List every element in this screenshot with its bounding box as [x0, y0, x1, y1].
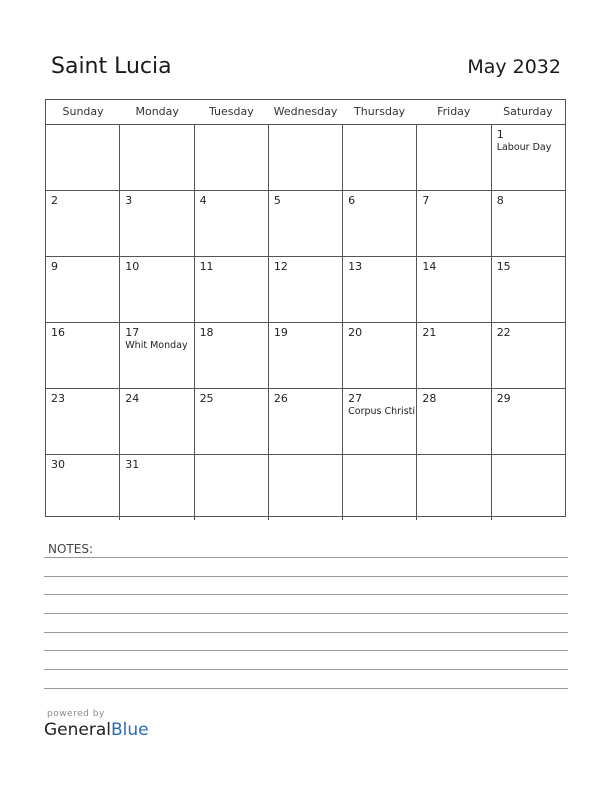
- note-line: [44, 688, 568, 689]
- day-cell: [343, 257, 417, 322]
- note-line: [44, 650, 568, 651]
- day-cell: [492, 323, 565, 388]
- day-of-week: Friday: [437, 105, 471, 118]
- days-of-week-header: [46, 100, 565, 125]
- note-line: [44, 613, 568, 614]
- day-cell: [46, 455, 120, 520]
- day-number: 3: [125, 194, 133, 207]
- week-row: [46, 125, 565, 191]
- note-line: [44, 557, 568, 558]
- day-of-week: Sunday: [62, 105, 104, 118]
- powered-by-text: powered by: [47, 709, 105, 719]
- day-cell: [343, 191, 417, 256]
- day-cell: [417, 323, 491, 388]
- day-cell: [195, 323, 269, 388]
- day-of-week: Tuesday: [208, 105, 254, 118]
- day-cell: [195, 191, 269, 256]
- day-cell: [417, 125, 491, 190]
- day-number: 9: [51, 260, 58, 273]
- day-cell: [417, 257, 491, 322]
- weeks: [46, 125, 565, 520]
- day-cell: [492, 257, 565, 322]
- day-cell: [417, 191, 491, 256]
- day-number: 14: [422, 260, 437, 273]
- day-number: 25: [199, 392, 214, 405]
- day-cell: [343, 455, 417, 520]
- day-number: 21: [422, 326, 437, 339]
- day-cell: [46, 389, 120, 454]
- day-number: 19: [273, 326, 288, 339]
- note-line: [44, 669, 568, 670]
- note-line: [44, 576, 568, 577]
- day-cell: [195, 125, 269, 190]
- day-cell: [46, 257, 120, 322]
- brand-logo-part1: General: [44, 720, 111, 740]
- day-cell: [120, 125, 194, 190]
- day-number: 27: [348, 392, 363, 405]
- day-cell: [120, 389, 194, 454]
- day-cell: [46, 323, 120, 388]
- day-of-week: Wednesday: [273, 105, 338, 118]
- brand-logo: [44, 720, 149, 740]
- day-of-week: Saturday: [503, 105, 553, 118]
- day-cell: [120, 257, 194, 322]
- notes-label: NOTES:: [48, 542, 93, 556]
- day-cell: [269, 125, 343, 190]
- day-number: 31: [125, 458, 140, 471]
- day-number: 10: [125, 260, 140, 273]
- day-number: 17: [125, 326, 140, 339]
- day-number: 5: [273, 194, 281, 207]
- day-cell: [492, 389, 565, 454]
- day-cell: [269, 455, 343, 520]
- week-row: [46, 389, 565, 455]
- holiday-label: Corpus Christi: [348, 406, 416, 417]
- day-number: 12: [273, 260, 288, 273]
- day-number: 20: [348, 326, 363, 339]
- day-number: 16: [51, 326, 65, 339]
- day-cell: [269, 257, 343, 322]
- holiday-label: Whit Monday: [125, 340, 188, 351]
- week-row: [46, 323, 565, 389]
- day-cell: [46, 125, 120, 190]
- day-number: 8: [496, 194, 504, 207]
- month-label: May 2032: [467, 56, 561, 78]
- day-number: 26: [273, 392, 288, 405]
- page-title: Saint Lucia: [51, 54, 172, 79]
- day-cell: [195, 257, 269, 322]
- note-line: [44, 632, 568, 633]
- day-cell: [492, 455, 565, 520]
- day-number: 4: [199, 194, 207, 207]
- day-cell: [120, 455, 194, 520]
- day-number: 7: [422, 194, 430, 207]
- day-cell: [120, 323, 194, 388]
- week-row: [46, 455, 565, 520]
- day-number: 15: [496, 260, 511, 273]
- day-number: 29: [496, 392, 511, 405]
- week-row: [46, 257, 565, 323]
- day-of-week: Monday: [135, 105, 179, 118]
- day-cell: [269, 191, 343, 256]
- day-cell: [492, 191, 565, 256]
- day-number: 18: [199, 326, 214, 339]
- day-number: 28: [422, 392, 437, 405]
- day-cell: [120, 191, 194, 256]
- day-cell: [195, 455, 269, 520]
- day-cell: [343, 389, 417, 454]
- day-number: 30: [51, 458, 65, 471]
- day-cell: [269, 323, 343, 388]
- day-number: 1: [496, 128, 504, 141]
- day-number: 22: [496, 326, 511, 339]
- day-number: 24: [125, 392, 140, 405]
- day-cell: [417, 389, 491, 454]
- day-number: 11: [199, 260, 214, 273]
- day-cell: [343, 125, 417, 190]
- calendar-grid: [45, 99, 566, 517]
- day-cell: [195, 389, 269, 454]
- day-number: 13: [348, 260, 363, 273]
- brand-logo-part2: Blue: [111, 720, 149, 740]
- day-cell: [46, 191, 120, 256]
- day-cell: [417, 455, 491, 520]
- day-number: 6: [348, 194, 356, 207]
- note-line: [44, 594, 568, 595]
- holiday-label: Labour Day: [496, 142, 552, 153]
- day-cell: [343, 323, 417, 388]
- day-of-week: Thursday: [354, 105, 406, 118]
- day-number: 2: [51, 194, 58, 207]
- week-row: [46, 191, 565, 257]
- day-cell: [492, 125, 565, 190]
- day-cell: [269, 389, 343, 454]
- day-number: 23: [51, 392, 65, 405]
